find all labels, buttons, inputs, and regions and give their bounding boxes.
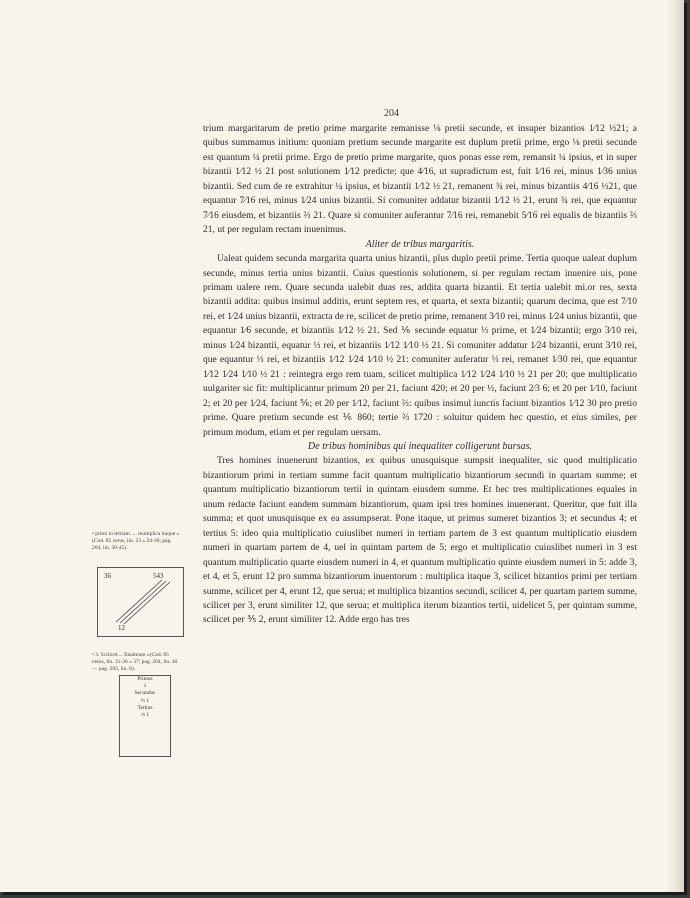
- margin-figure-1: [97, 567, 184, 637]
- text-paragraph: Tres homines inuenerunt bizantios, ex quibus unusquisque sumpsit inequaliter, sic quod multiplicatio bizantiorum primi in tertiam summe facit quantum multiplicatio bizantiorum secundi in quartam summe; et quantum multiplicatio bizantiorum tertii in quintam eiusdem summe. Et hec tres multiplicationes equales in unum redacte faciunt eandem summam bizantiorum, quam ipsi tres homines inuenerant. Queritur, que fuit illa summa; et quot unusquisque ex ea assumpserat. Pone itaque, ut primus sumeret bizantios 3; et secundus 4; et tertius 5: ideo quia multiplicatio cuiuslibet numeri in tertiam partem de 3 est quantum multiplicatio eiusdem numeri in quartam partem de 4, uel in quintam partem de 5; ergo et multiplicatio cuiuslibet numeri in 3 est quantum multiplicatio quarte eiusdem numeri in 4, et quantum multiplicatio quinte eiusdem numeri in 5: adde 3, et 4, et 5, erunt 12 pro summa bizantiorum inuentorum : multiplica itaque 3, scilicet bizantios primi per tertiam summe, scilicet per 4, erunt 12, que serua; et multiplica bizantios secundi, scilicet 4, per quartam partem summe, scilicet per 3, erunt similiter 12, que serua; et multiplica iterum bizantios tertii, uidelicet 5, per quintam summe, scilicet per ⅗ 2, erunt similiter 12. Adde ergo has tres: [203, 456, 637, 626]
- page-number: 204: [384, 108, 399, 119]
- text-paragraph: trium margaritarum de pretio prime margarite remanisse ⅛ pretii secunde, et insuper bizantios 1⁄12 ½21; a quibus summamus initium: quoniam pretium secunde margarite est duplum pretii prime, ergo ⅛ pretii secunde est quantum ¼ pretii prime. Ergo de pretio prime margarite, quos ponas esse rem, remansit ¼ ipsius, et in super bizantii 1⁄12 ½ 21 post solutionem 1⁄12 predicte; que 4⁄16, ut supradictum est, fuit 1⁄16 rei, minus 1⁄36 unius bizantii. Sed cum de re extrahitur ¼ ipsius, et bizantii 1⁄12 ½ 21, remanent ¾ rei, minus bizantiis 4⁄16 ½21, que equantur 7⁄16 rei, minus 1⁄24 unius bizantii. Si comuniter addatur bizantii 1⁄12 ½ 21, erunt ¾ rei, que equantur 7⁄16 eiusdem, et bizantiis ⅔ 21. Quare si comuniter auferantur 7⁄16 rei, remanebit 5⁄16 rei equalis de bizantiis ⅔ 21, ut per regulam rectam inuenimus.: [203, 124, 637, 236]
- figure2-line: Primus: [137, 676, 153, 682]
- page-edge-shadow: [666, 0, 684, 892]
- section-heading: Aliter de tribus margaritis.: [365, 238, 475, 250]
- margin-note-1: • primi in tertiam .... multiplica itaque » (Cod. 85 cerus, lin. 23 » 24-30; pag. 204, lin. 30-45).: [92, 531, 180, 551]
- section-heading: De tribus hominibus qui inequaliter colligerunt bursas.: [307, 440, 533, 452]
- figure2-line: 1: [143, 683, 147, 690]
- figure1-label-bottom: 12: [118, 624, 125, 632]
- figure1-label-top-left: 36: [104, 572, 111, 580]
- figure2-line: ⅔ 1: [140, 712, 150, 719]
- margin-note-2: • 3. Scilicet.... finalmum »(Cod. 85 cerus, lin. 31-36 » 37; pag. 204, lin. 40 — pag. 205, lin. 6).: [92, 652, 178, 672]
- diagonal-line-a: [116, 580, 162, 622]
- main-text-block: [203, 122, 637, 628]
- figure2-line: Secundus: [134, 690, 156, 697]
- figure1-label-top-right: 543: [153, 572, 164, 580]
- diagonal-line-b: [120, 581, 166, 623]
- diagonal-line-c: [124, 582, 170, 624]
- figure2-line: Tertius: [137, 704, 153, 711]
- margin-figure-2: [119, 675, 171, 757]
- text-paragraph: Ualeat quidem secunda margarita quarta unius bizantii, plus duplo pretii prime. Tertia quoque ualeat duplum secunde, minus tertia unius bizantii. Cuius questionis solutionem, si per regulam rectam inuenire uis, pone primam ualere rem. Quare secunda ualebit duas res, addita quarta bizantii. Et tertia ualebit mi.or res, sexta bizantii addita: quibus insimul additis, erunt septem res, et quarta, et sexta bizantii; quarum decima, que est 7⁄10 rei, et 1⁄24 unius bizantii, extracta de re, scilicet de pretio prime, remanent 3⁄10 rei, minus 1⁄24 unius bizantii, que equantur 1⁄6 secunde, et bizantiis 1⁄12 ½ 21. Sed ⅙ secunde equatur ⅓ prime, et 1⁄24 bizantii; ergo 3⁄10 rei, minus 1⁄24 bizantii, equatur ⅓ rei, et bizantiis 1⁄12 1⁄10 ½ 21. Si comuniter addatur 1⁄24 bizantii, erunt 3⁄10 rei, que equantur ⅓ rei, et bizantiis 1⁄12 1⁄24 1⁄10 ½ 21: comuniter auferatur ⅓ rei, remanet 1⁄30 rei, que equantur 1⁄12 1⁄24 1⁄10 ½ 21 : reintegra ergo rem tuam, scilicet multiplica 1⁄12 1⁄24 1⁄10 ½ 21 per 20; que multiplicatio uulgariter sic fit: multiplicantur primum 20 per 21, faciunt 420; et 20 per ½, faciunt 2⁄3 6; et 20 per 1⁄10, faciunt 2; et 20 per 1⁄24, faciunt ⅚; et 20 per 1⁄12, faciunt ⅔: quibus insimul iunctis faciunt bizantios 1⁄12 30 pro pretio prime. Quare pretium secunde est ⅙ 860; tertie ⅔ 1720 : soluitur quidem hec questio, et eius similes, per primum modum, etiam et per regulam uersam.: [203, 254, 637, 438]
- figure2-line: ⅓ 1: [140, 697, 150, 704]
